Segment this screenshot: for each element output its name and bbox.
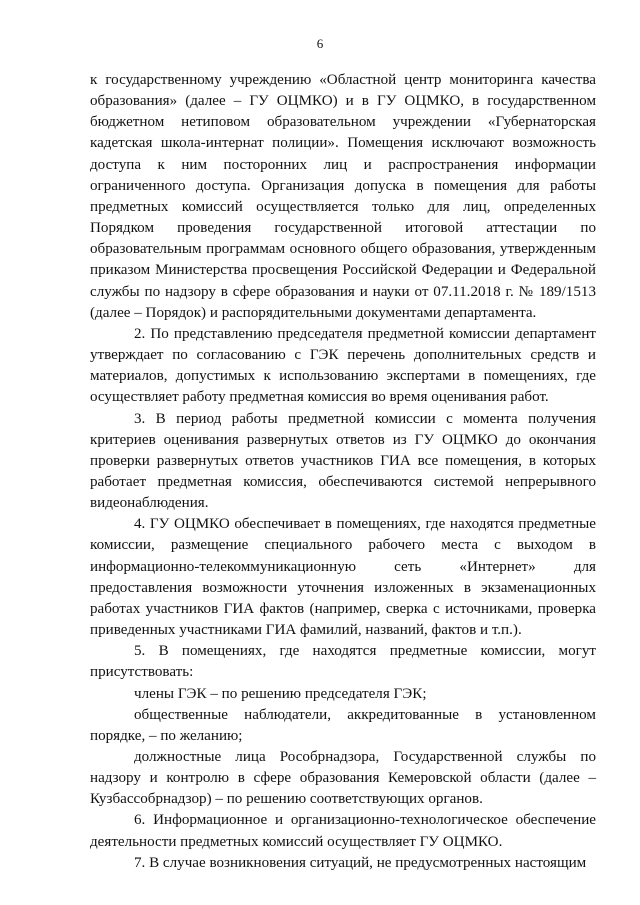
page-number: 6 <box>316 36 324 51</box>
paragraph-item-5: 5. В помещениях, где находятся предметные комиссии, могут присутствовать: <box>90 643 596 681</box>
paragraph-item-7: 7. В случае возникновения ситуаций, не предусмотренных настоящим <box>134 854 587 871</box>
paragraph-item-2: 2. По представлению председателя предметной комиссии департамент утверждает по согласованию с ГЭК перечень дополнительных средств и материалов, допустимых к использованию экспертами в помещениях, где осуществляет работу предметная комиссия во время оценивания работ. <box>90 325 596 406</box>
document-body <box>90 70 596 874</box>
paragraph-item-3: 3. В период работы предметной комиссии с момента получения критериев оценивания развернутых ответов из ГУ ОЦМКО до окончания проверки развернутых ответов участников ГИА все помещения, в которых работает предметная комиссия, обеспечиваются системой непрерывного видеонаблюдения. <box>90 410 596 512</box>
paragraph-public-observers: общественные наблюдатели, аккредитованные в установленном порядке, – по желанию; <box>90 706 596 744</box>
paragraph-item-6: 6. Информационное и организационно-технологическое обеспечение деятельности предметных комиссий осуществляет ГУ ОЦМКО. <box>90 812 596 850</box>
paragraph-item-4: 4. ГУ ОЦМКО обеспечивает в помещениях, где находятся предметные комиссии, размещение специального рабочего места с выходом в информационно-телекоммуникационную сеть «Интернет» для предоставления возможности уточнения изложенных в экзаменационных работах участников ГИА фактов (например, сверка с источниками, проверка приведенных участниками ГИА фамилий, названий, фактов и т.п.). <box>90 516 596 639</box>
paragraph-continuation: к государственному учреждению «Областной центр мониторинга качества образования» (далее – ГУ ОЦМКО) и в ГУ ОЦМКО, в государственном бюджетном нетиповом образовательном учреждении «Губернаторская кадетская школа-интернат полиции». Помещения исключают возможность доступа к ним посторонних лиц и распространения информации ограниченного доступа. Организация допуска в помещения для работы предметных комиссий осуществляется только для лиц, определенных Порядком проведения государственной итоговой аттестации по образовательным программам основного общего образования, утвержденным приказом Министерства просвещения Российской Федерации и Федеральной службы по надзору в сфере образования и науки от 07.11.2018 г. № 189/1513 (далее – Порядок) и распорядительными документами департамента. <box>90 72 596 321</box>
paragraph-officials: должностные лица Рособрнадзора, Государственной службы по надзору и контролю в сфере образования Кемеровской области (далее – Кузбассобрнадзор) – по решению соответствующих органов. <box>90 749 596 808</box>
paragraph-gek-members: члены ГЭК – по решению председателя ГЭК; <box>134 685 427 702</box>
